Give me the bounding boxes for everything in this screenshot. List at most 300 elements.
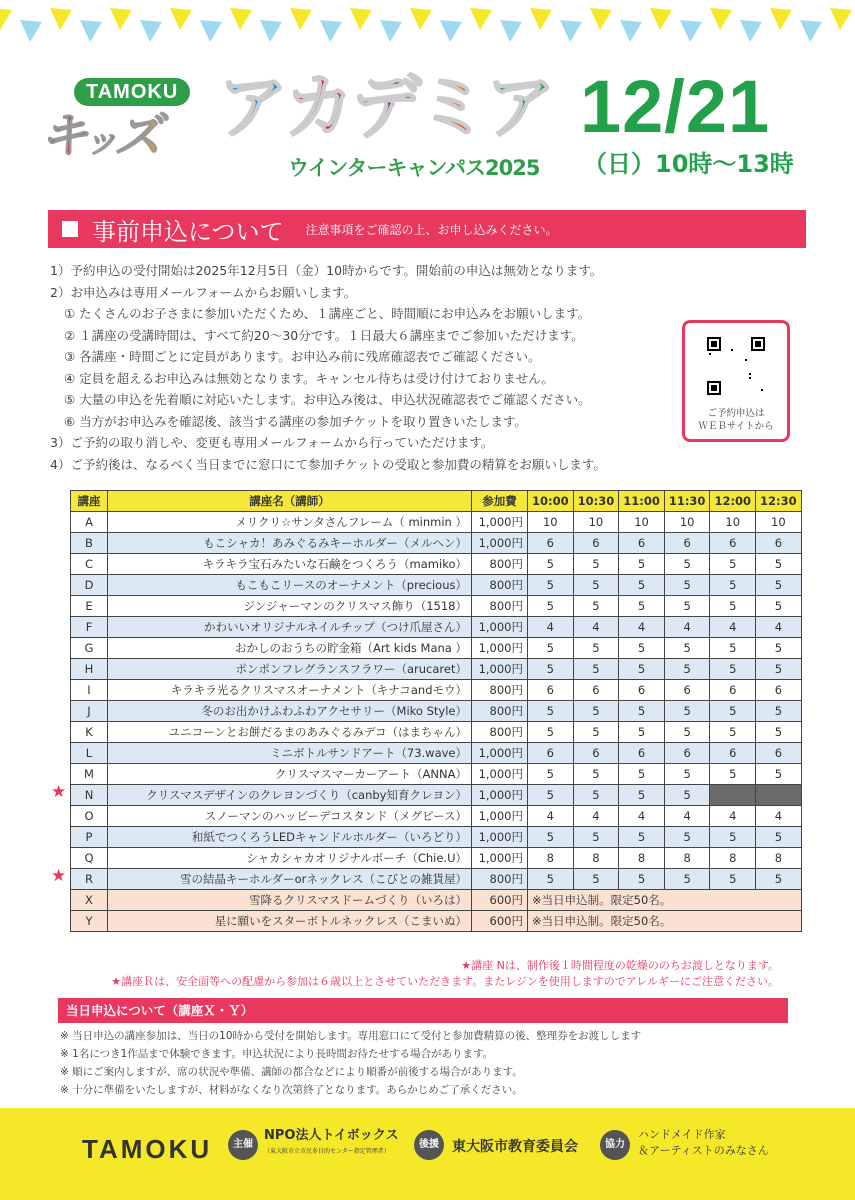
course-fee: 800円 bbox=[472, 554, 528, 575]
registration-rules bbox=[50, 260, 606, 475]
academia-char: ア bbox=[485, 66, 553, 148]
course-fee: 1,000円 bbox=[472, 848, 528, 869]
slot-capacity: 6 bbox=[664, 680, 710, 701]
slot-capacity: 5 bbox=[573, 827, 619, 848]
course-fee: 1,000円 bbox=[472, 512, 528, 533]
course-fee: 1,000円 bbox=[472, 617, 528, 638]
course-code bbox=[71, 806, 108, 827]
course-fee: 600円 bbox=[472, 890, 528, 911]
slot-capacity: 8 bbox=[664, 848, 710, 869]
rule-item: 1）予約申込の受付開始は2025年12月5日（金）10時からです。開始前の申込は無効となります。 bbox=[50, 263, 603, 278]
course-name: メリクリ☆サンタさんフレーム（ minmin ） bbox=[108, 512, 472, 533]
course-code bbox=[71, 659, 108, 680]
slot-capacity: 5 bbox=[710, 554, 756, 575]
bunting-flag bbox=[500, 20, 522, 42]
course-fee: 1,000円 bbox=[472, 764, 528, 785]
bunting-flag bbox=[110, 8, 132, 30]
course-code bbox=[71, 848, 108, 869]
slot-capacity: 5 bbox=[756, 764, 802, 785]
slot-capacity: 8 bbox=[573, 848, 619, 869]
support-name: 東大阪市教育委員会 bbox=[452, 1139, 578, 1155]
table-row bbox=[71, 638, 802, 659]
qr-code-box[interactable] bbox=[682, 320, 790, 442]
slot-capacity: 5 bbox=[619, 701, 665, 722]
course-name: スノーマンのハッピーデコスタンド（メグピース） bbox=[108, 806, 472, 827]
table-row bbox=[71, 848, 802, 869]
bunting-flag bbox=[20, 20, 42, 42]
bunting-flag bbox=[260, 20, 282, 42]
slot-capacity: 5 bbox=[619, 722, 665, 743]
bunting-flag bbox=[230, 8, 252, 30]
slot-capacity: 6 bbox=[573, 743, 619, 764]
course-fee: 800円 bbox=[472, 680, 528, 701]
course-name: キラキラ光るクリスマスオーナメント（キナコandモウ） bbox=[108, 680, 472, 701]
qr-caption-line: ＷＥＢサイトから bbox=[698, 421, 774, 432]
tamoku-pill: TAMOKU bbox=[74, 78, 190, 106]
slot-capacity: 4 bbox=[528, 617, 574, 638]
slot-capacity: 5 bbox=[528, 596, 574, 617]
slot-capacity: 5 bbox=[619, 785, 665, 806]
event-time: （日）10時〜13時 bbox=[583, 150, 794, 178]
kids-char: ッ bbox=[84, 121, 115, 161]
slot-capacity: 4 bbox=[664, 617, 710, 638]
kids-title bbox=[40, 108, 159, 164]
slot-capacity: 5 bbox=[619, 869, 665, 890]
table-row bbox=[71, 869, 802, 890]
course-code bbox=[71, 512, 108, 533]
slot-capacity: 5 bbox=[573, 659, 619, 680]
course-code bbox=[71, 575, 108, 596]
bunting-flag bbox=[0, 8, 12, 30]
organizer-sub: （東大阪市立市民多目的センター指定管理者） bbox=[264, 1148, 390, 1155]
academia-char: デ bbox=[351, 66, 419, 148]
course-code bbox=[71, 722, 108, 743]
slot-capacity: 5 bbox=[710, 596, 756, 617]
table-row bbox=[71, 890, 802, 911]
slot-capacity: 6 bbox=[664, 743, 710, 764]
slot-capacity: 10 bbox=[664, 512, 710, 533]
bunting-flag bbox=[800, 20, 822, 42]
slot-capacity: 4 bbox=[756, 617, 802, 638]
course-code bbox=[71, 554, 108, 575]
slot-capacity: 6 bbox=[573, 533, 619, 554]
slot-capacity: 5 bbox=[528, 701, 574, 722]
table-row bbox=[71, 575, 802, 596]
slot-capacity: 5 bbox=[573, 869, 619, 890]
course-name: もこもこリースのオーナメント（precious） bbox=[108, 575, 472, 596]
section-note: 注意事項をご確認の上、お申し込みください。 bbox=[305, 222, 558, 237]
course-code-text: C bbox=[84, 557, 94, 571]
slot-capacity: 5 bbox=[528, 554, 574, 575]
course-code bbox=[71, 638, 108, 659]
section-title: 事前申込について bbox=[92, 217, 284, 246]
slot-capacity: 6 bbox=[664, 533, 710, 554]
support-badge: 後援 bbox=[414, 1130, 444, 1160]
course-name: シャカシャカオリジナルポーチ（Chie.U） bbox=[108, 848, 472, 869]
bunting-flag bbox=[320, 20, 342, 42]
course-fee: 1,000円 bbox=[472, 533, 528, 554]
kids-char: ズ bbox=[114, 108, 159, 164]
course-fee: 1,000円 bbox=[472, 743, 528, 764]
slot-capacity: 5 bbox=[664, 638, 710, 659]
slot-capacity: 8 bbox=[528, 848, 574, 869]
course-fee: 1,000円 bbox=[472, 659, 528, 680]
column-header: 講座 bbox=[71, 491, 108, 512]
course-code-text: I bbox=[87, 683, 91, 697]
table-row bbox=[71, 512, 802, 533]
course-name: おかしのおうちの貯金箱（Art kids Mana ） bbox=[108, 638, 472, 659]
course-code-text: B bbox=[85, 536, 93, 550]
section-header-walkin: 当日申込について（講座Ｘ・Ｙ） bbox=[58, 998, 788, 1023]
section-header-preregistration bbox=[48, 210, 806, 248]
slot-capacity: 5 bbox=[619, 764, 665, 785]
qr-caption bbox=[685, 407, 787, 433]
table-row bbox=[71, 659, 802, 680]
rule-item: 4）ご予約後は、なるべく当日までに窓口にて参加チケットの受取と参加費の精算をお願いします。 bbox=[50, 456, 606, 472]
table-row bbox=[71, 806, 802, 827]
course-fee: 800円 bbox=[472, 596, 528, 617]
course-code-text: F bbox=[85, 620, 93, 634]
bunting-flag bbox=[590, 8, 612, 30]
course-code bbox=[71, 827, 108, 848]
slot-capacity: 5 bbox=[528, 638, 574, 659]
slot-capacity: 5 bbox=[756, 596, 802, 617]
bunting-flag bbox=[710, 8, 732, 30]
slot-capacity: 6 bbox=[528, 743, 574, 764]
course-name: ポンポンフレグランスフラワー（arucaret） bbox=[108, 659, 472, 680]
column-header: 講座名（講師） bbox=[108, 491, 472, 512]
slot-capacity: 5 bbox=[710, 575, 756, 596]
course-fee: 800円 bbox=[472, 575, 528, 596]
slot-capacity: 5 bbox=[528, 869, 574, 890]
bunting-flag bbox=[440, 20, 462, 42]
event-logo bbox=[40, 66, 560, 192]
slot-capacity: 6 bbox=[619, 743, 665, 764]
table-row bbox=[71, 596, 802, 617]
course-code-text: L bbox=[85, 746, 93, 760]
table-row bbox=[71, 827, 802, 848]
bunting-flag bbox=[140, 20, 162, 42]
table-row bbox=[71, 722, 802, 743]
course-code bbox=[71, 533, 108, 554]
footer bbox=[0, 1108, 855, 1200]
bunting-flag bbox=[80, 20, 102, 42]
bunting-flag bbox=[350, 8, 372, 30]
table-row bbox=[71, 680, 802, 701]
slot-capacity: 4 bbox=[756, 806, 802, 827]
course-name: クリスマスマーカーアート（ANNA） bbox=[108, 764, 472, 785]
note-r: ★講座Ｒは、安全面等への配慮から参加は６歳以上とさせていただきます。またレジンを使用しますのでアレルギーにご注意ください。 bbox=[111, 975, 779, 988]
bunting-decoration bbox=[0, 0, 855, 60]
slot-capacity: 6 bbox=[528, 680, 574, 701]
course-name: 雪の結晶キーホルダーorネックレス（こびとの雑貨屋） bbox=[108, 869, 472, 890]
event-subtitle: ウインターキャンパス2025 bbox=[288, 156, 540, 180]
slot-capacity: 5 bbox=[756, 659, 802, 680]
course-fee: 1,000円 bbox=[472, 827, 528, 848]
slot-capacity: 10 bbox=[573, 512, 619, 533]
course-fee: 1,000円 bbox=[472, 806, 528, 827]
slot-capacity: 5 bbox=[528, 764, 574, 785]
slot-capacity: 5 bbox=[710, 722, 756, 743]
table-row bbox=[71, 911, 802, 932]
unavailable-slot bbox=[710, 785, 756, 806]
academia-char: カ bbox=[284, 66, 352, 148]
bunting-flag bbox=[170, 8, 192, 30]
slot-capacity: 5 bbox=[710, 659, 756, 680]
slot-capacity: 5 bbox=[664, 764, 710, 785]
course-name: 和紙でつくろうLEDキャンドルホルダー（いろどり） bbox=[108, 827, 472, 848]
course-fee: 600円 bbox=[472, 911, 528, 932]
slot-capacity: 5 bbox=[664, 659, 710, 680]
rule-item: ④ 定員を超えるお申込みは無効となります。キャンセル待ちは受け付けておりません。 bbox=[64, 370, 554, 386]
coop-badge: 協力 bbox=[600, 1130, 630, 1160]
slot-capacity: 5 bbox=[573, 575, 619, 596]
slot-capacity: 5 bbox=[664, 554, 710, 575]
course-fee: 800円 bbox=[472, 869, 528, 890]
slot-capacity: 5 bbox=[573, 554, 619, 575]
course-table bbox=[51, 490, 802, 932]
slot-capacity: 5 bbox=[664, 575, 710, 596]
walkin-rule-item: ※ 当日申込の講座参加は、当日の10時から受付を開始します。専用窓口にて受付と参加費精算の後、整理券をお渡しします bbox=[60, 1030, 642, 1042]
course-fee: 800円 bbox=[472, 701, 528, 722]
rule-item: ③ 各講座・時間ごとに定員があります。お申込み前に残席確認表でご確認ください。 bbox=[64, 349, 541, 364]
walkin-rule-item: ※ 順にご案内しますが、席の状況や準備、講師の都合などにより順番が前後する場合があります。 bbox=[60, 1066, 523, 1078]
course-code-text: N bbox=[84, 788, 94, 802]
course-code-text: O bbox=[84, 809, 94, 823]
rule-item: ⑤ 大量の申込を先着順に対応いたします。お申込み後は、申込状況確認表でご確認ください。 bbox=[64, 392, 591, 407]
course-code bbox=[51, 866, 108, 890]
slot-capacity: 5 bbox=[573, 722, 619, 743]
slot-capacity: 4 bbox=[619, 617, 665, 638]
course-code-text: Q bbox=[84, 851, 94, 865]
slot-capacity: 4 bbox=[710, 617, 756, 638]
star-icon: ★ bbox=[51, 782, 67, 802]
course-code-text: X bbox=[85, 893, 93, 907]
organizer-name: NPO法人トイボックス bbox=[264, 1128, 399, 1143]
course-code bbox=[71, 596, 108, 617]
course-code bbox=[71, 911, 108, 932]
walkin-note: ※当日申込制。限定50名。 bbox=[528, 911, 802, 932]
rule-item: 3）ご予約の取り消しや、変更も専用メールフォームから行っていただけます。 bbox=[50, 435, 494, 450]
qr-code-icon[interactable] bbox=[707, 337, 765, 395]
table-row bbox=[71, 701, 802, 722]
slot-capacity: 5 bbox=[756, 869, 802, 890]
organizer-badge: 主催 bbox=[228, 1130, 258, 1160]
table-row bbox=[71, 554, 802, 575]
slot-capacity: 5 bbox=[573, 764, 619, 785]
slot-capacity: 5 bbox=[528, 659, 574, 680]
course-code-text: M bbox=[84, 767, 94, 781]
slot-capacity: 6 bbox=[756, 680, 802, 701]
slot-capacity: 6 bbox=[619, 680, 665, 701]
slot-capacity: 8 bbox=[710, 848, 756, 869]
qr-caption-line: ご予約申込は bbox=[707, 408, 765, 419]
walkin-rules bbox=[60, 1027, 641, 1099]
slot-capacity: 5 bbox=[756, 722, 802, 743]
course-code bbox=[71, 764, 108, 785]
bunting-flag bbox=[740, 20, 762, 42]
slot-capacity: 6 bbox=[528, 533, 574, 554]
slot-capacity: 4 bbox=[710, 806, 756, 827]
bunting-flag bbox=[770, 8, 792, 30]
walkin-rule-item: ※ 1名につき1作品まで体験できます。申込状況により長時間お待たせする場合があります。 bbox=[60, 1048, 494, 1060]
slot-capacity: 6 bbox=[756, 743, 802, 764]
slot-capacity: 5 bbox=[756, 701, 802, 722]
course-code bbox=[71, 617, 108, 638]
rule-item: ② １講座の受講時間は、すべて約20〜30分です。１日最大６講座までご参加いただけます。 bbox=[64, 327, 584, 343]
table-row bbox=[71, 764, 802, 785]
course-fee: 800円 bbox=[472, 722, 528, 743]
slot-capacity: 5 bbox=[710, 827, 756, 848]
course-code-text: K bbox=[85, 725, 93, 739]
course-code-text: R bbox=[85, 872, 93, 886]
walkin-note: ※当日申込制。限定50名。 bbox=[528, 890, 802, 911]
slot-capacity: 4 bbox=[528, 806, 574, 827]
course-code bbox=[71, 890, 108, 911]
slot-capacity: 6 bbox=[710, 743, 756, 764]
column-header: 10:30 bbox=[573, 491, 619, 512]
star-notes bbox=[111, 958, 779, 990]
course-code bbox=[71, 680, 108, 701]
slot-capacity: 5 bbox=[710, 638, 756, 659]
course-code-text: Y bbox=[85, 914, 93, 928]
bunting-flag bbox=[410, 8, 432, 30]
rule-item: 2）お申込みは専用メールフォームからお願いします。 bbox=[50, 284, 357, 300]
course-name: もこシャカ！あみぐるみキーホルダー（メルヘン） bbox=[108, 533, 472, 554]
slot-capacity: 5 bbox=[619, 554, 665, 575]
column-header: 11:30 bbox=[664, 491, 710, 512]
bunting-flag bbox=[530, 8, 552, 30]
bunting-flag bbox=[380, 20, 402, 42]
table-header-row bbox=[71, 491, 802, 512]
rule-item: ⑥ 当方がお申込みを確認後、該当する講座の参加チケットを取り置きいたします。 bbox=[64, 413, 528, 429]
tamoku-logo: TAMOKU bbox=[82, 1134, 213, 1164]
slot-capacity: 6 bbox=[619, 533, 665, 554]
slot-capacity: 10 bbox=[528, 512, 574, 533]
slot-capacity: 5 bbox=[756, 554, 802, 575]
course-code-text: P bbox=[85, 830, 93, 844]
slot-capacity: 5 bbox=[710, 764, 756, 785]
course-code bbox=[71, 701, 108, 722]
slot-capacity: 5 bbox=[664, 785, 710, 806]
course-name: ジンジャーマンのクリスマス飾り（1518） bbox=[108, 596, 472, 617]
slot-capacity: 5 bbox=[619, 596, 665, 617]
table-row bbox=[71, 533, 802, 554]
slot-capacity: 4 bbox=[573, 806, 619, 827]
slot-capacity: 10 bbox=[710, 512, 756, 533]
table-row bbox=[71, 617, 802, 638]
column-header: 12:00 bbox=[710, 491, 756, 512]
slot-capacity: 5 bbox=[619, 638, 665, 659]
course-code-text: A bbox=[85, 515, 93, 529]
bunting-flag bbox=[560, 20, 582, 42]
slot-capacity: 5 bbox=[528, 785, 574, 806]
slot-capacity: 5 bbox=[573, 638, 619, 659]
coop-line: ハンドメイド作家 bbox=[638, 1128, 726, 1141]
slot-capacity: 5 bbox=[756, 827, 802, 848]
course-name: クリスマスデザインのクレヨンづくり（canby知育クレヨン） bbox=[108, 785, 472, 806]
slot-capacity: 8 bbox=[756, 848, 802, 869]
slot-capacity: 4 bbox=[573, 617, 619, 638]
bunting-flag bbox=[470, 8, 492, 30]
table-row bbox=[71, 785, 802, 806]
slot-capacity: 5 bbox=[664, 869, 710, 890]
slot-capacity: 5 bbox=[710, 701, 756, 722]
slot-capacity: 5 bbox=[528, 575, 574, 596]
bunting-flag bbox=[650, 8, 672, 30]
slot-capacity: 4 bbox=[664, 806, 710, 827]
square-bullet-icon bbox=[62, 221, 78, 237]
column-header: 12:30 bbox=[756, 491, 802, 512]
bunting-flag bbox=[830, 8, 852, 30]
course-name: ユニコーンとお餅だるまのあみぐるみデコ（はまちゃん） bbox=[108, 722, 472, 743]
star-icon: ★ bbox=[51, 866, 67, 886]
slot-capacity: 10 bbox=[619, 512, 665, 533]
course-code-text: D bbox=[84, 578, 94, 592]
column-header: 11:00 bbox=[619, 491, 665, 512]
slot-capacity: 5 bbox=[619, 659, 665, 680]
slot-capacity: 6 bbox=[710, 680, 756, 701]
course-code bbox=[51, 782, 108, 806]
course-name: かわいいオリジナルネイルチップ（つけ爪屋さん） bbox=[108, 617, 472, 638]
slot-capacity: 5 bbox=[664, 596, 710, 617]
course-code bbox=[71, 743, 108, 764]
note-n: ★講座 Nは、制作後１時間程度の乾燥ののちお渡しとなります。 bbox=[461, 959, 779, 972]
bunting-flag bbox=[50, 8, 72, 30]
course-name: 星に願いをスターボトルネックレス（こまいぬ） bbox=[108, 911, 472, 932]
bunting-flag bbox=[290, 8, 312, 30]
course-code-text: J bbox=[87, 704, 91, 718]
slot-capacity: 5 bbox=[756, 638, 802, 659]
slot-capacity: 5 bbox=[664, 701, 710, 722]
slot-capacity: 6 bbox=[710, 533, 756, 554]
bunting-flag bbox=[680, 20, 702, 42]
column-header: 10:00 bbox=[528, 491, 574, 512]
slot-capacity: 5 bbox=[664, 827, 710, 848]
table-row bbox=[71, 743, 802, 764]
slot-capacity: 6 bbox=[756, 533, 802, 554]
slot-capacity: 5 bbox=[573, 701, 619, 722]
slot-capacity: 5 bbox=[573, 785, 619, 806]
academia-char: ア bbox=[218, 66, 285, 148]
academia-title bbox=[218, 66, 553, 148]
column-header: 参加費 bbox=[472, 491, 528, 512]
course-fee: 1,000円 bbox=[472, 785, 528, 806]
slot-capacity: 5 bbox=[664, 722, 710, 743]
course-name: ミニボトルサンドアート（73.wave） bbox=[108, 743, 472, 764]
kids-char: キ bbox=[40, 108, 85, 164]
course-name: 冬のお出かけふわふわアクセサリー（Miko Style） bbox=[108, 701, 472, 722]
rule-item: ① たくさんのお子さまに参加いただくため、１講座ごと、時間順にお申込みをお願いします。 bbox=[64, 306, 591, 321]
event-date: 12/21 bbox=[580, 65, 771, 148]
slot-capacity: 5 bbox=[619, 827, 665, 848]
slot-capacity: 5 bbox=[710, 869, 756, 890]
course-code-text: H bbox=[84, 662, 94, 676]
course-fee: 1,000円 bbox=[472, 638, 528, 659]
slot-capacity: 6 bbox=[573, 680, 619, 701]
slot-capacity: 5 bbox=[756, 575, 802, 596]
slot-capacity: 4 bbox=[619, 806, 665, 827]
slot-capacity: 10 bbox=[756, 512, 802, 533]
unavailable-slot bbox=[756, 785, 802, 806]
slot-capacity: 5 bbox=[619, 575, 665, 596]
bunting-flag bbox=[200, 20, 222, 42]
slot-capacity: 5 bbox=[573, 596, 619, 617]
course-name: キラキラ宝石みたいな石鹸をつくろう（mamiko） bbox=[108, 554, 472, 575]
slot-capacity: 5 bbox=[528, 827, 574, 848]
course-code-text: E bbox=[85, 599, 93, 613]
coop-line: ＆アーティストのみなさん bbox=[638, 1144, 769, 1157]
